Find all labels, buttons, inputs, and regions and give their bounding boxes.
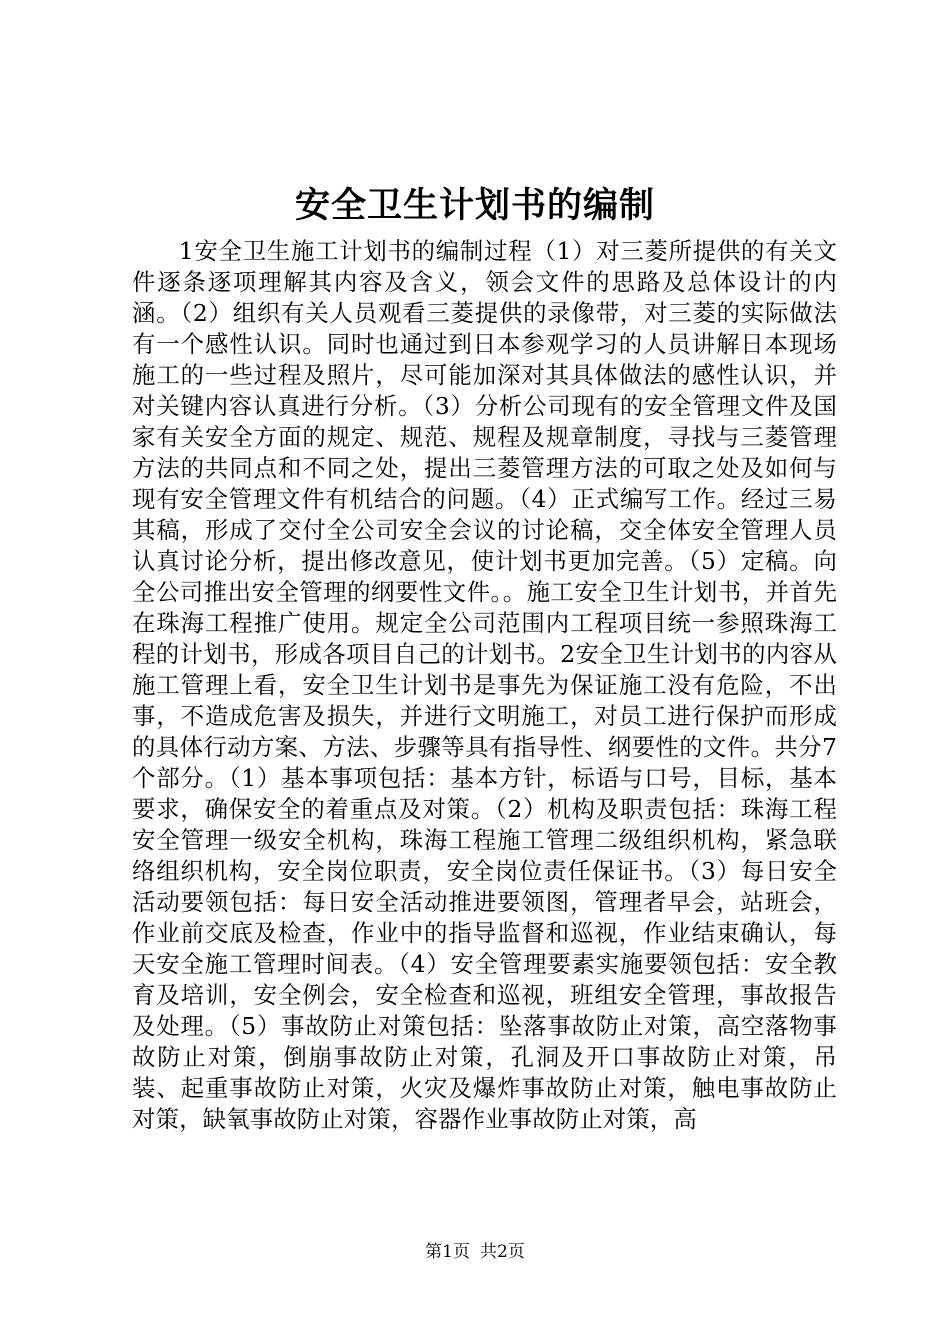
document-title: 安全卫生计划书的编制 <box>294 185 655 226</box>
page-number: 第1页 <box>425 1242 470 1262</box>
document-body: 1安全卫生施工计划书的编制过程（1）对三菱所提供的有关文件逐条逐项理解其内容及含义，领会文件的思路及总体设计的内涵。（2）组织有关人员观看三菱提供的录像带，对三菱的实际做法有一个感性认识。同时也通过到日本参观学习的人员讲解日本现场施工的一些过程及照片，尽可能加深对其具体做法的感性认识，并对关键内容认真进行分析。（3）分析公司现有的安全管理文件及国家有关安全方面的规定、规范、规程及规章制度，寻找与三菱管理方法的共同点和不同之处，提出三菱管理方法的可取之处及如何与现有安全管理文件有机结合的问题。（4）正式编写工作。经过三易其稿，形成了交付全公司安全会议的讨论稿，交全体安全管理人员认真讨论分析，提出修改意见，使计划书更加完善。（5）定稿。向全公司推出安全管理的纲要性文件。。施工安全卫生计划书，并首先在珠海工程推广使用。规定全公司范围内工程项目统一参照珠海工程的计划书，形成各项目自己的计划书。2安全卫生计划书的内容从施工管理上看，安全卫生计划书是事先为保证施工没有危险，不出事，不造成危害及损失，并进行文明施工，对员工进行保护而形成的具体行动方案、方法、步骤等具有指导性、纲要性的文件。共分7个部分。（1）基本事项包括：基本方针，标语与口号，目标，基本要求，确保安全的着重点及对策。（2）机构及职责包括：珠海工程安全管理一级安全机构，珠海工程施工管理二级组织机构，紧急联络组织机构，安全岗位职责，安全岗位责任保证书。（3）每日安全活动要领包括：每日安全活动推进要领图，管理者早会，站班会，作业前交底及检查，作业中的指导监督和巡视，作业结束确认，每天安全施工管理时间表。（4）安全管理要素实施要领包括：安全教育及培训，安全例会，安全检查和巡视，班组安全管理，事故报告及处理。（5）事故防止对策包括：坠落事故防止对策，高空落物事故防止对策，倒崩事故防止对策，孔洞及开口事故防止对策，吊装、起重事故防止对策，火灾及爆炸事故防止对策，触电事故防止对策，缺氧事故防止对策，容器作业事故防止对策，高 <box>132 237 837 1133</box>
page-total: 共2页 <box>480 1242 525 1262</box>
page-footer <box>0 1240 950 1264</box>
